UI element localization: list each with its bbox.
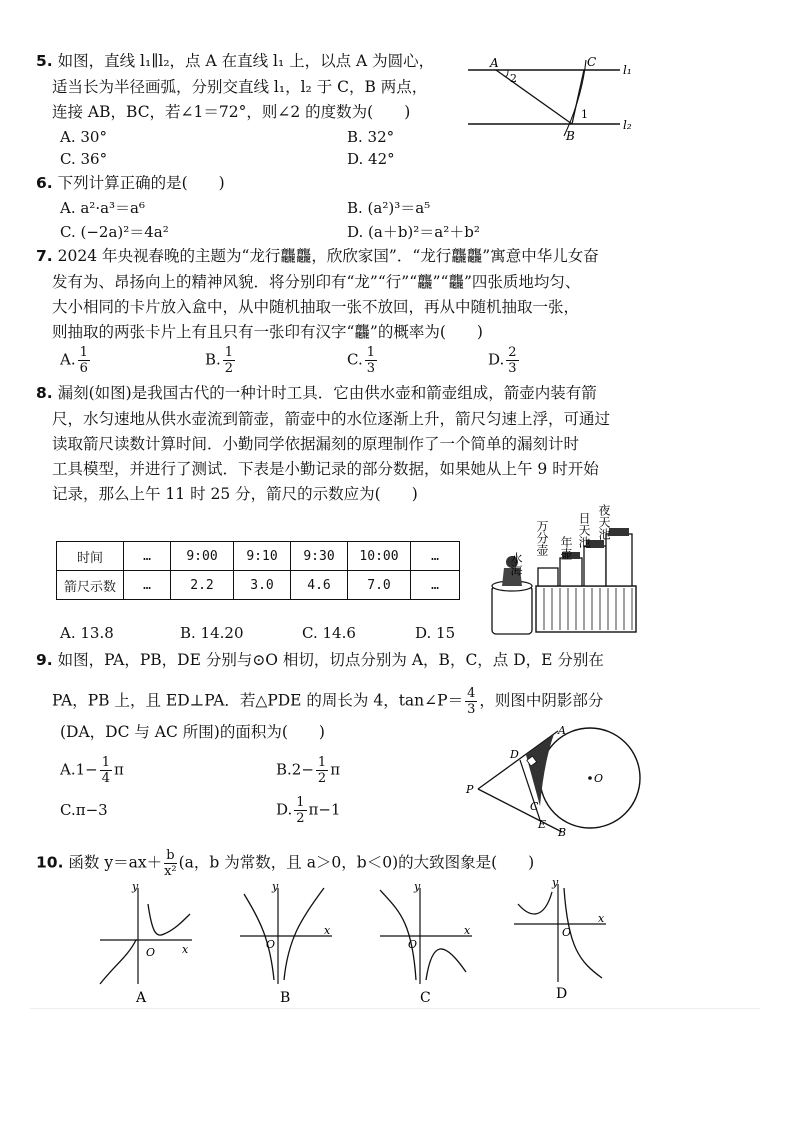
- q9-option-d-label: D.: [276, 800, 293, 819]
- table-cell: 2.2: [171, 571, 234, 600]
- q10-b-origin: O: [266, 938, 276, 951]
- q9-option-b-label: B.: [276, 760, 292, 779]
- q7-option-b-fraction: [223, 345, 235, 376]
- q9-option-a-num: 1: [101, 755, 111, 770]
- q9-option-b-num: 1: [317, 755, 327, 770]
- q10-c-label: C: [420, 990, 431, 1006]
- q7-option-c-fraction: [365, 345, 377, 376]
- q10-d-axis-y: y: [552, 878, 559, 889]
- table-cell: …: [411, 542, 460, 571]
- q9-line-2: [52, 686, 603, 717]
- q5-line-1: [36, 51, 434, 71]
- q10-c-axis-y: y: [414, 880, 421, 893]
- q9-option-a-pre: 1−: [75, 760, 98, 779]
- q10-number: 10.: [36, 853, 64, 872]
- q7-number: 7.: [36, 247, 53, 265]
- q8-option-c: C. 14.6: [302, 624, 356, 642]
- table-cell: 9:10: [234, 542, 291, 571]
- q10-graph-b: [236, 880, 336, 1006]
- q9-label-a: A: [558, 724, 566, 737]
- q10-d-axis-x: x: [598, 912, 605, 925]
- q5-label-angle1: 1: [581, 108, 588, 121]
- q7-option-d-den: 3: [508, 361, 517, 376]
- q7-option-c: [347, 345, 379, 376]
- q10-a-axis-y: y: [132, 880, 139, 893]
- table-cell: …: [124, 571, 171, 600]
- q8-text-1: 漏刻(如图)是我国古代的一种计时工具．它由供水壶和箭壶组成，箭壶内装有箭: [57, 384, 597, 402]
- q9-option-b: [276, 755, 340, 786]
- q7-option-d-label: D.: [488, 350, 505, 369]
- q6-option-b: B. (a²)³＝a⁵: [347, 199, 431, 217]
- q9-option-c: [60, 800, 108, 820]
- q8-line-3: 读取箭尺读数计算时间．小勤同学依据漏刻的原理制作了一个简单的漏刻计时: [52, 435, 580, 453]
- q10-line-1: [36, 848, 534, 879]
- q10-d-origin: O: [562, 926, 572, 939]
- q8-line-1: [36, 383, 597, 403]
- q5-text-1: 如图，直线 l₁∥l₂，点 A 在直线 l₁ 上，以点 A 为圆心，: [57, 52, 435, 70]
- q10-graph-a: [96, 880, 196, 1006]
- q9-label-p: P: [466, 783, 474, 796]
- q5-label-a: A: [490, 56, 499, 70]
- q9-label-o: O: [594, 772, 604, 785]
- q5-option-b: B. 32°: [347, 128, 395, 146]
- q7-option-a: [60, 345, 92, 376]
- q9-tan-num: 4: [467, 686, 476, 701]
- table-row: [57, 542, 460, 571]
- page-divider: [30, 1008, 760, 1009]
- q7-line-4: 则抽取的两张卡片上有且只有一张印有汉字“龘”的概率为( ): [52, 323, 483, 341]
- q9-label-d: D: [510, 748, 519, 761]
- q5-label-l2: l₂: [623, 118, 632, 132]
- q7-option-d: [488, 345, 521, 376]
- q9-line-1: [36, 650, 604, 670]
- q9-tan-fraction: [465, 686, 477, 717]
- q7-option-a-fraction: [78, 345, 90, 376]
- q10-a-label: A: [136, 990, 147, 1006]
- q9-option-d: [276, 795, 341, 826]
- q5-number: 5.: [36, 52, 53, 70]
- table-cell: 9:00: [171, 542, 234, 571]
- q5-option-c: C. 36°: [60, 150, 108, 168]
- q8-figure-label: 夜天池: [597, 504, 611, 540]
- q9-text-1: 如图，PA，PB，DE 分别与⊙O 相切，切点分别为 A，B，C，点 D，E 分别在: [57, 651, 604, 669]
- table-cell: 9:30: [291, 542, 348, 571]
- q9-option-b-den: 2: [317, 771, 327, 786]
- q8-option-b: B. 14.20: [180, 624, 244, 642]
- q9-option-d-num: 1: [296, 795, 305, 810]
- q6-stem: 下列计算正确的是( ): [57, 174, 225, 192]
- q6-option-d: D. (a＋b)²＝a²＋b²: [347, 223, 480, 241]
- q10-stem-pre: 函数 y＝ax＋: [68, 853, 163, 872]
- q9-number: 9.: [36, 651, 53, 669]
- q9-option-d-den: 2: [296, 811, 305, 826]
- q7-line-2: 发有为、昂扬向上的精神风貌．将分别印有“龙”“行”“龘”“龘”四张质地均匀、: [52, 273, 581, 291]
- q10-stem-den: x²: [164, 864, 177, 879]
- q7-option-b: [205, 345, 237, 376]
- q6-option-c: C. (−2a)²＝4a²: [60, 223, 169, 241]
- q10-stem-fraction: [164, 848, 177, 879]
- table-cell: …: [124, 542, 171, 571]
- q7-option-a-num: 1: [79, 345, 88, 360]
- q7-option-c-num: 1: [366, 345, 375, 360]
- q10-c-axis-x: x: [464, 924, 471, 937]
- q9-option-a-label: A.: [60, 760, 76, 779]
- q9-line-3: (DA，DC 与 AC 所围)的面积为( ): [60, 723, 325, 741]
- q7-option-b-num: 1: [224, 345, 234, 360]
- q5-label-l1: l₁: [623, 63, 632, 77]
- q8-figure-label: 万分壶: [535, 520, 549, 556]
- q9-figure: [462, 722, 652, 840]
- q9-option-c-pre: π−3: [75, 801, 108, 819]
- q9-tan-den: 3: [467, 702, 476, 717]
- q6-option-a: A. a²·a³＝a⁶: [60, 199, 146, 217]
- q5-label-c: C: [587, 55, 597, 69]
- q8-line-5: 记录，那么上午 11 时 25 分，箭尺的示数应为( ): [52, 485, 418, 503]
- q7-option-d-num: 2: [508, 345, 517, 360]
- table-row: [57, 571, 460, 600]
- q8-figure-label: 水海: [509, 552, 523, 576]
- q7-line-3: 大小相同的卡片放入盒中，从中随机抽取一张不放回，再从中随机抽取一张，: [52, 298, 580, 316]
- q8-number: 8.: [36, 384, 53, 402]
- q10-c-origin: O: [408, 938, 418, 951]
- q8-figure-label: 日天池: [577, 512, 591, 548]
- q5-line-2: 适当长为半径画弧，分别交直线 l₁，l₂ 于 C，B 两点，: [52, 78, 428, 96]
- q9-label-c: C: [530, 800, 539, 813]
- q5-line-3: 连接 AB，BC，若∠1＝72°，则∠2 的度数为( ): [52, 103, 411, 121]
- q7-option-d-fraction: [506, 345, 518, 376]
- q10-a-axis-x: x: [182, 943, 189, 956]
- table-cell: 箭尺示数: [57, 571, 124, 600]
- q9-option-a: [60, 755, 124, 786]
- q9-option-b-fraction: [316, 755, 328, 786]
- q10-stem-post: (a，b 为常数，且 a＞0，b＜0)的大致图象是( ): [178, 853, 535, 872]
- q9-option-b-post: π: [330, 760, 341, 779]
- q6-line-1: [36, 173, 225, 193]
- q7-option-a-den: 6: [79, 361, 88, 376]
- q8-figure-label: 年壶: [559, 536, 573, 560]
- table-cell: …: [411, 571, 460, 600]
- q8-data-table: [56, 541, 460, 600]
- q7-option-c-den: 3: [366, 361, 375, 376]
- q9-option-d-fraction: [294, 795, 306, 826]
- q9-label-e: E: [538, 818, 547, 831]
- q7-line-1: [36, 246, 599, 266]
- q5-option-a: A. 30°: [60, 128, 107, 146]
- q7-option-b-label: B.: [205, 350, 221, 369]
- q6-number: 6.: [36, 174, 53, 192]
- table-cell: 7.0: [348, 571, 411, 600]
- q10-b-axis-y: y: [272, 880, 279, 893]
- q10-stem-num: b: [164, 848, 177, 864]
- table-cell: 3.0: [234, 571, 291, 600]
- table-cell: 时间: [57, 542, 124, 571]
- q9-text-2-tail: ，则图中阴影部分: [479, 691, 604, 710]
- q9-option-d-post: π−1: [308, 800, 341, 819]
- q8-line-2: 尺，水匀速地从供水壶流到箭壶，箭壶中的水位逐渐上升，箭尺匀速上浮，可通过: [52, 410, 611, 428]
- q9-option-a-den: 4: [101, 771, 111, 786]
- q5-label-angle2: 2: [510, 72, 517, 85]
- q5-label-b: B: [566, 129, 575, 143]
- q9-option-a-post: π: [114, 760, 124, 779]
- table-cell: 4.6: [291, 571, 348, 600]
- q8-option-d: D. 15: [415, 624, 456, 642]
- q7-option-b-den: 2: [224, 361, 234, 376]
- q10-b-axis-x: x: [324, 924, 331, 937]
- q10-b-label: B: [280, 990, 291, 1006]
- q7-option-a-label: A.: [60, 350, 76, 369]
- q7-text-1: 2024 年央视春晚的主题为“龙行龘龘，欣欣家国”．“龙行龘龘”寓意中华儿女奋: [57, 247, 599, 265]
- q9-option-b-pre: 2−: [291, 760, 314, 779]
- q5-figure: [460, 52, 650, 147]
- q8-option-a: A. 13.8: [60, 624, 114, 642]
- q10-a-origin: O: [146, 946, 156, 959]
- q10-d-label: D: [556, 986, 568, 1002]
- table-cell: 10:00: [348, 542, 411, 571]
- q5-option-d: D. 42°: [347, 150, 395, 168]
- q10-graph-d: [510, 878, 610, 1004]
- q8-clepsydra-illustration: [488, 500, 648, 638]
- q9-option-c-label: C.: [60, 801, 76, 819]
- q10-graph-c: [376, 880, 476, 1006]
- q9-text-2: PA，PB 上，且 ED⊥PA．若△PDE 的周长为 4，tan∠P＝: [52, 691, 464, 710]
- q7-option-c-label: C.: [347, 350, 363, 369]
- q9-label-b: B: [558, 826, 567, 839]
- q9-option-a-fraction: [100, 755, 112, 786]
- q8-line-4: 工具模型，并进行了测试．下表是小勤记录的部分数据，如果她从上午 9 时开始: [52, 460, 599, 478]
